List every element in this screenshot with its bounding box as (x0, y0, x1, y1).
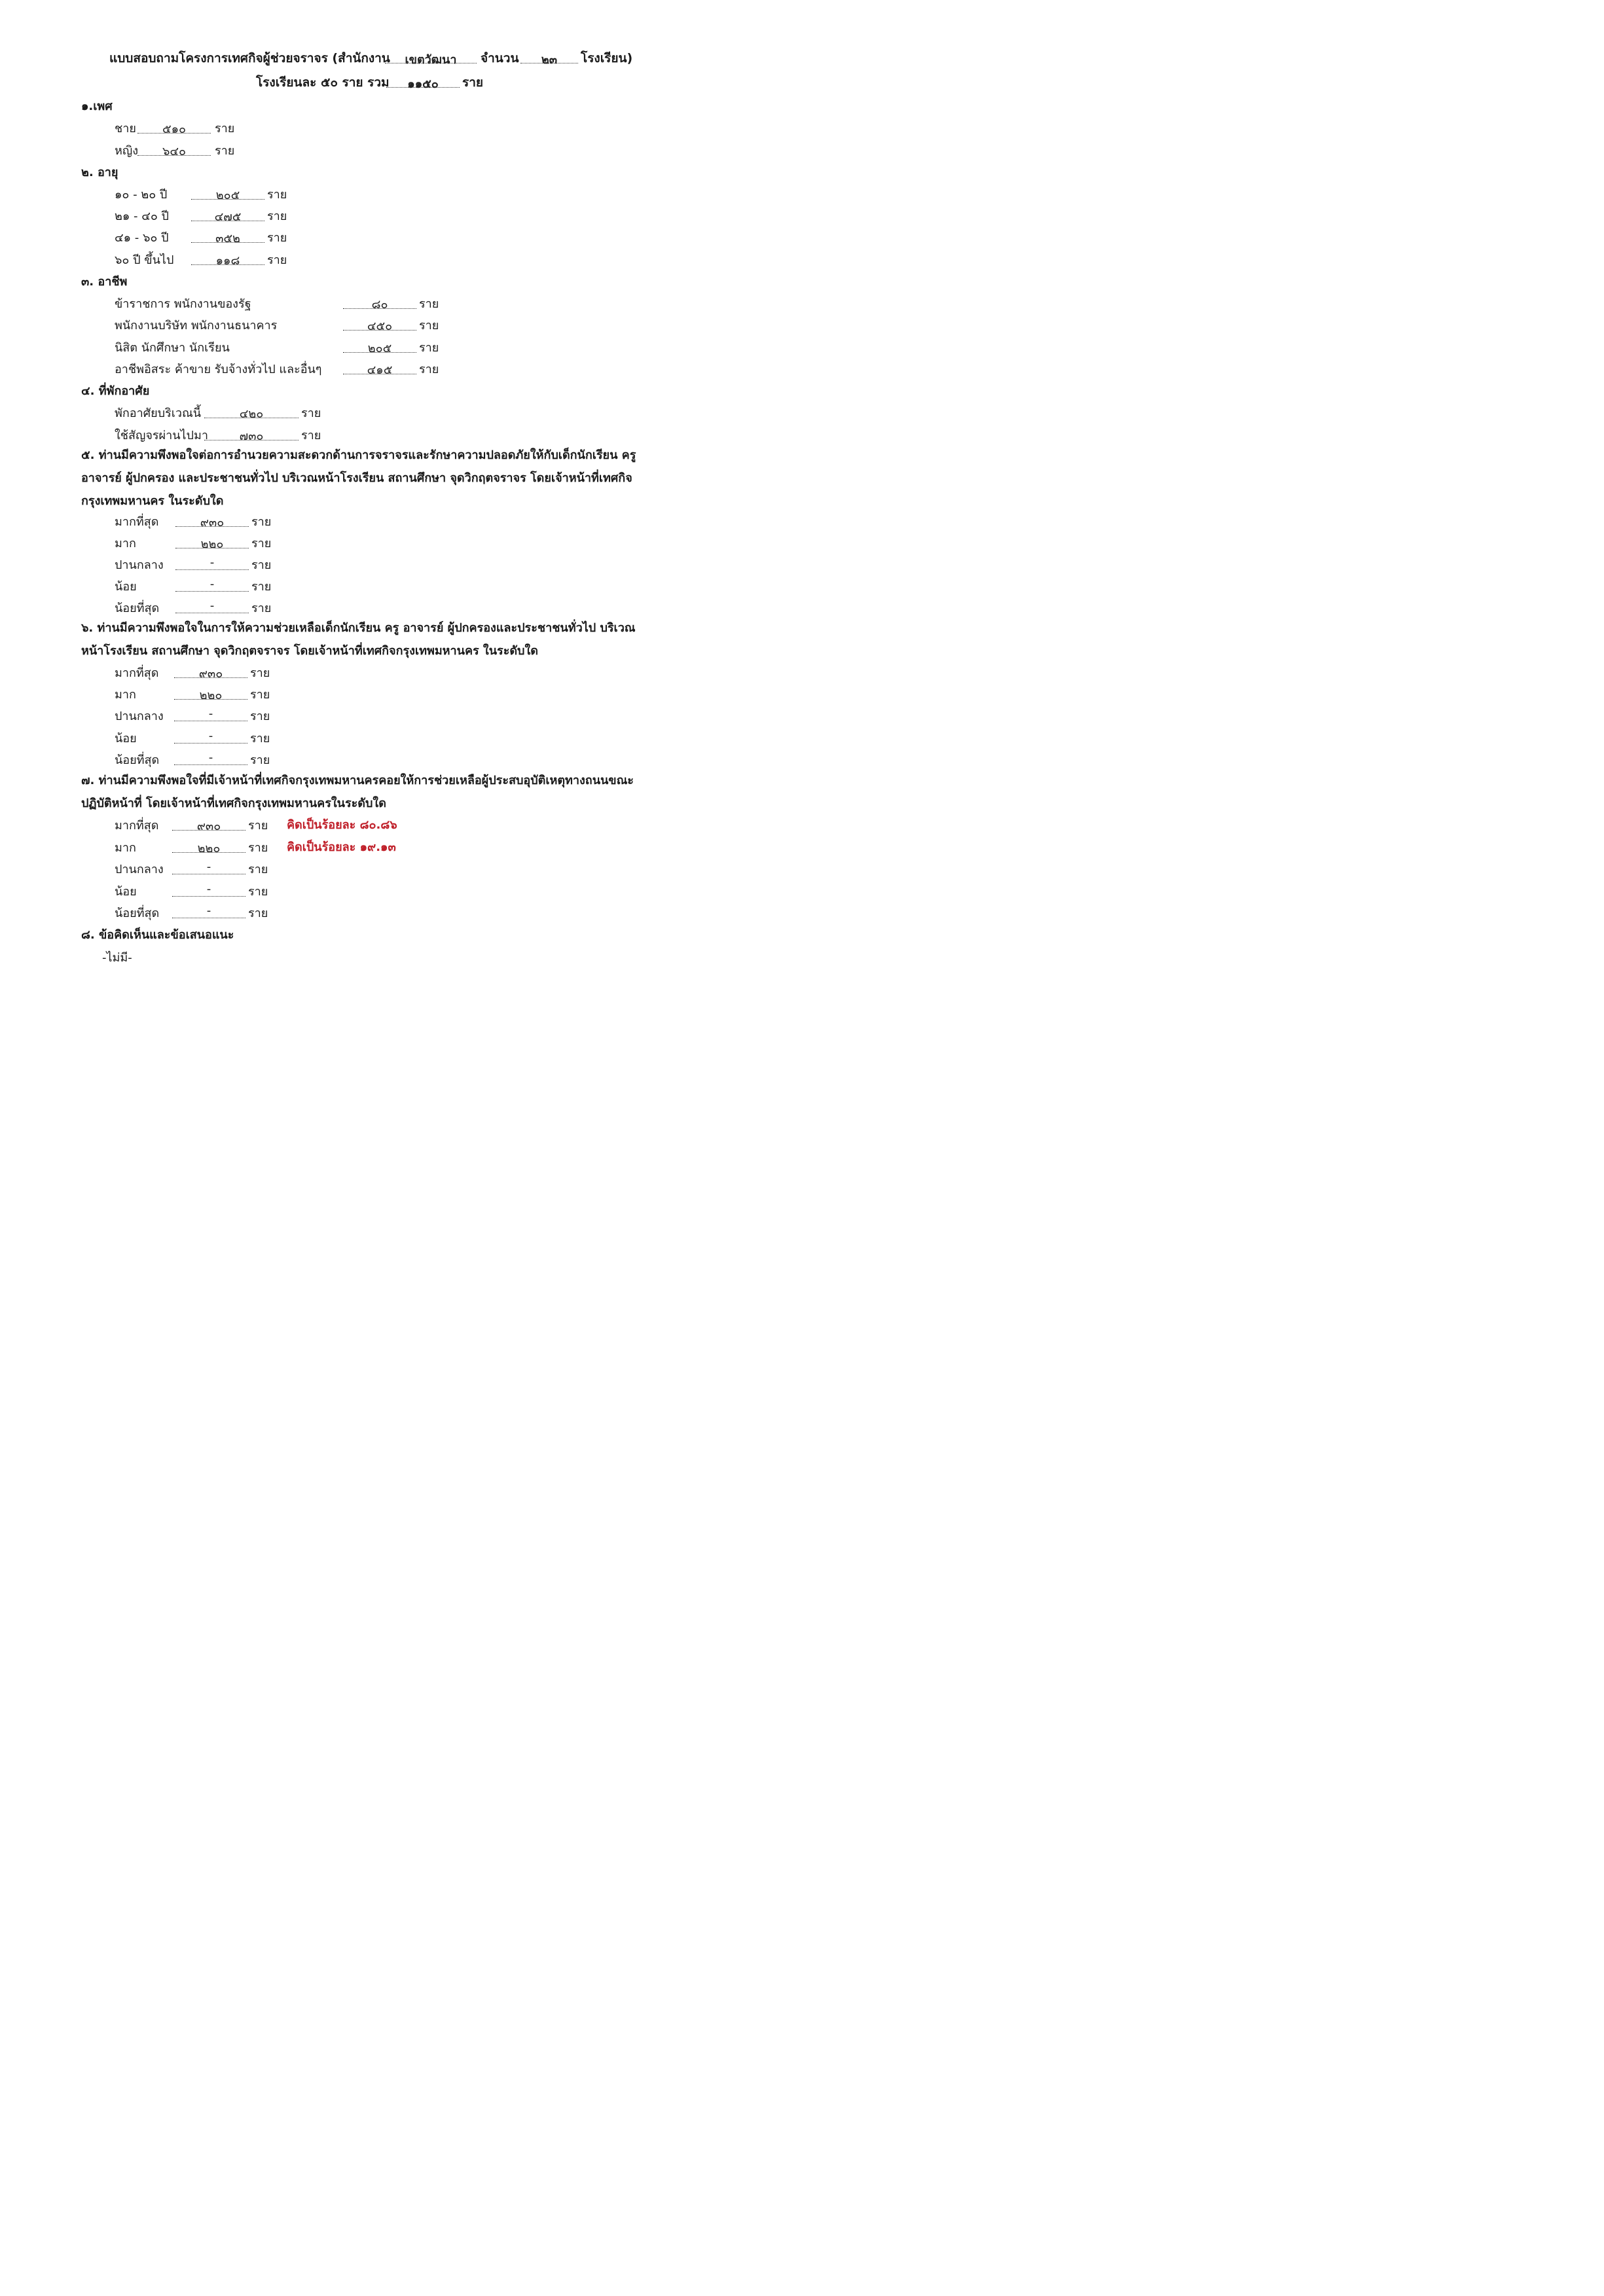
q5-row-value: ๒๒๐ (200, 537, 224, 551)
q7-row-value: - (206, 904, 211, 918)
q7-row-value: - (206, 860, 211, 874)
q5-row-value: - (210, 556, 215, 569)
q7-row-value: ๒๒๐ (197, 842, 221, 855)
q5-row-unit: ราย (251, 558, 272, 572)
question-5-text: อาจารย์ ผู้ปกครอง และประชาชนทั่วไป บริเวณหน้าโรงเรียน สถานศึกษา จุดวิกฤตจราจร โดยเจ้าหน้าที่เทศกิจ (81, 471, 632, 485)
residence-row-unit: ราย (301, 429, 321, 442)
question-6-text: หน้าโรงเรียน สถานศึกษา จุดวิกฤตจราจร โดยเจ้าหน้าที่เทศกิจกรุงเทพมหานคร ในระดับใด (81, 644, 538, 658)
q6-row-unit: ราย (250, 688, 270, 702)
q5-row-unit: ราย (251, 515, 272, 529)
occupation-row-value: ๒๐๕ (367, 342, 392, 355)
question-5-text: กรุงเทพมหานคร ในระดับใด (81, 494, 224, 508)
section-8-title: ๘. ข้อคิดเห็นและข้อเสนอแนะ (81, 928, 234, 942)
age-row-value: ๒๐๕ (215, 188, 240, 202)
age-row-value: ๓๕๒ (215, 232, 240, 245)
q6-row-value: - (208, 707, 213, 721)
q7-row-unit: ราย (248, 885, 268, 899)
dotted-fill-line (174, 743, 247, 744)
occupation-row-label: ข้าราชการ พนักงานของรัฐ (115, 297, 251, 311)
q5-row-unit: ราย (251, 601, 272, 615)
occupation-row-unit: ราย (419, 363, 439, 376)
title-line2-unit: ราย (462, 75, 484, 90)
dotted-fill-line (172, 896, 246, 897)
gender-row-label: หญิง (115, 144, 138, 158)
occupation-row-unit: ราย (419, 297, 439, 311)
q7-row-unit: ราย (248, 841, 268, 855)
q7-row-percent-note: คิดเป็นร้อยละ ๑๙.๑๓ (287, 840, 396, 854)
district-value: เขตวัฒนา (405, 53, 457, 67)
age-row-unit: ราย (267, 231, 287, 245)
total-value: ๑๑๕๐ (407, 77, 439, 91)
q5-row-unit: ราย (251, 580, 272, 594)
q7-row-percent-note: คิดเป็นร้อยละ ๘๐.๘๖ (287, 818, 397, 832)
residence-row-value: ๗๓๐ (239, 429, 264, 443)
q5-row-value: ๙๓๐ (200, 516, 225, 529)
q7-row-label: น้อยที่สุด (115, 906, 160, 920)
residence-row-label: ใช้สัญจรผ่านไปมา (115, 429, 208, 442)
dotted-fill-line (174, 764, 247, 765)
dotted-fill-line (175, 569, 249, 570)
occupation-row-value: ๘๐ (371, 298, 388, 312)
age-row-unit: ราย (267, 209, 287, 223)
doc-title-line1 (109, 48, 390, 68)
title-line2-prefix: โรงเรียนละ ๕๐ ราย รวม (256, 75, 390, 90)
occupation-row-label: นิสิต นักศึกษา นักเรียน (115, 341, 230, 355)
q6-row-label: น้อยที่สุด (115, 753, 160, 767)
q5-row-value: - (210, 577, 215, 591)
gender-row-value: ๖๔๐ (162, 145, 187, 158)
age-row-unit: ราย (267, 253, 287, 267)
q6-row-label: ปานกลาง (115, 709, 164, 723)
q7-row-label: มาก (115, 841, 136, 855)
comment-answer: -ไม่มี- (102, 951, 132, 965)
section-occupation-title: ๓. อาชีพ (81, 275, 128, 289)
q7-row-label: น้อย (115, 885, 137, 899)
age-row-value: ๔๗๕ (214, 210, 242, 224)
question-5-text: ๕. ท่านมีความพึงพอใจต่อการอำนวยความสะดวกด้านการจราจรและรักษาความปลอดภัยให้กับเด็กนักเรียน ครู (81, 448, 636, 462)
occupation-row-unit: ราย (419, 319, 439, 332)
q7-row-value: ๙๓๐ (196, 819, 221, 833)
title-suffix: โรงเรียน) (581, 51, 633, 65)
gender-row-unit: ราย (215, 144, 235, 158)
q6-row-unit: ราย (250, 753, 270, 767)
residence-row-value: ๔๒๐ (239, 407, 264, 421)
occupation-row-unit: ราย (419, 341, 439, 355)
question-7-text: ๗. ท่านมีความพึงพอใจที่มีเจ้าหน้าที่เทศกิจกรุงเทพมหานครคอยให้การช่วยเหลือผู้ประสบอุบัติเหตุทางถนนขณะ (81, 774, 634, 787)
age-row-label: ๑๐ - ๒๐ ปี (115, 188, 168, 202)
occupation-row-value: ๔๕๐ (367, 319, 393, 333)
q6-row-label: น้อย (115, 732, 137, 745)
age-row-label: ๒๑ - ๔๐ ปี (115, 209, 169, 223)
question-7-text: ปฏิบัติหน้าที่ โดยเจ้าหน้าที่เทศกิจกรุงเทพมหานครในระดับใด (81, 797, 386, 810)
occupation-row-label: พนักงานบริษัท พนักงานธนาคาร (115, 319, 278, 332)
q5-row-value: - (210, 599, 215, 613)
q5-row-label: ปานกลาง (115, 558, 164, 572)
q6-row-label: มากที่สุด (115, 666, 159, 680)
q6-row-value: ๒๒๐ (199, 689, 223, 702)
residence-row-label: พักอาศัยบริเวณนี้ (115, 406, 202, 420)
q5-row-label: น้อยที่สุด (115, 601, 160, 615)
q7-row-unit: ราย (248, 863, 268, 876)
age-row-value: ๑๑๘ (215, 254, 240, 268)
q7-row-label: มากที่สุด (115, 819, 159, 833)
q7-row-value: - (206, 882, 211, 896)
section-residence-title: ๔. ที่พักอาศัย (81, 384, 150, 398)
age-row-label: ๔๑ - ๖๐ ปี (115, 231, 169, 245)
q5-row-label: มากที่สุด (115, 515, 159, 529)
occupation-row-value: ๔๑๕ (367, 363, 393, 377)
q5-row-unit: ราย (251, 537, 272, 550)
q7-row-label: ปานกลาง (115, 863, 164, 876)
q7-row-unit: ราย (248, 819, 268, 833)
dotted-fill-line (175, 591, 249, 592)
q7-row-unit: ราย (248, 906, 268, 920)
school-count-value: ๒๓ (541, 53, 558, 67)
question-6-text: ๖. ท่านมีความพึงพอใจในการให้ความช่วยเหลือเด็กนักเรียน ครู อาจารย์ ผู้ปกครองและประชาชนทั่วไป บริเวณ (81, 621, 636, 635)
q6-row-label: มาก (115, 688, 136, 702)
gender-row-value: ๕๑๐ (162, 122, 187, 136)
occupation-row-label: อาชีพอิสระ ค้าขาย รับจ้างทั่วไป และอื่นๆ (115, 363, 322, 376)
q6-row-unit: ราย (250, 709, 270, 723)
q6-row-value: ๙๓๐ (198, 667, 223, 681)
age-row-unit: ราย (267, 188, 287, 202)
section-gender-title: ๑.เพศ (81, 99, 113, 113)
q6-row-value: - (208, 729, 213, 743)
residence-row-unit: ราย (301, 406, 321, 420)
q6-row-value: - (208, 751, 213, 764)
title-prefix: แบบสอบถามโครงการเทศกิจผู้ช่วยจราจร (สำนักงาน (109, 51, 390, 65)
section-age-title: ๒. อายุ (81, 166, 118, 179)
count-label: จำนวน (481, 51, 519, 65)
q6-row-unit: ราย (250, 666, 270, 680)
gender-row-label: ชาย (115, 122, 136, 135)
q5-row-label: น้อย (115, 580, 137, 594)
q5-row-label: มาก (115, 537, 136, 550)
gender-row-unit: ราย (215, 122, 235, 135)
q6-row-unit: ราย (250, 732, 270, 745)
age-row-label: ๖๐ ปี ขึ้นไป (115, 253, 174, 267)
